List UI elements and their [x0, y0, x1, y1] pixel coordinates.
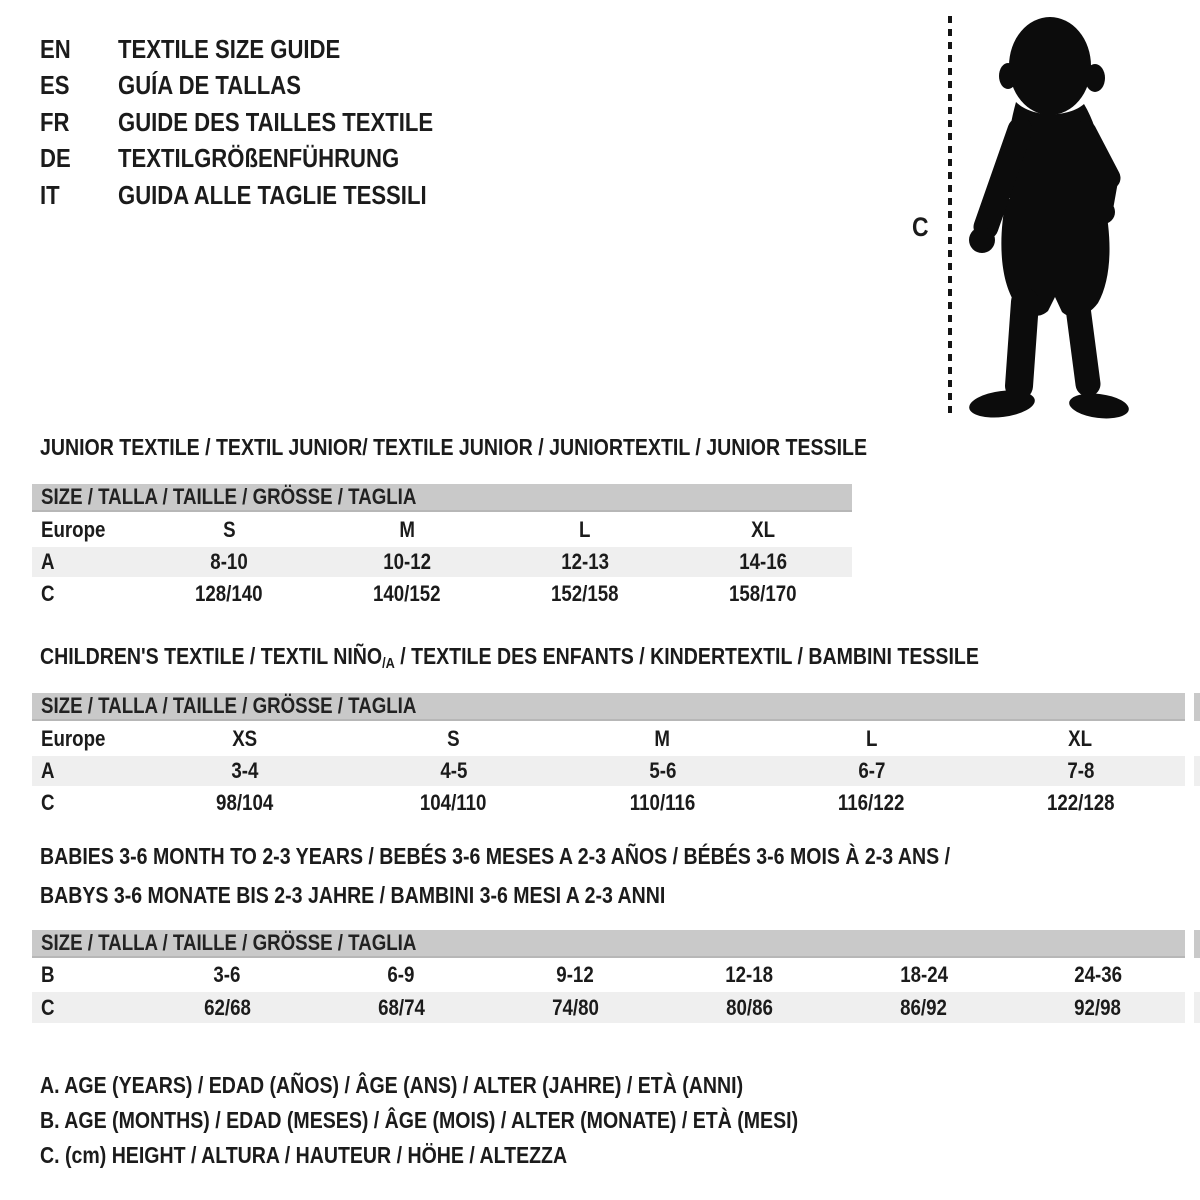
months-value: 18-24 [899, 962, 948, 987]
legend-line-c: C. (cm) HEIGHT / ALTURA / HAUTEUR / HÖHE / ALTEZZA [40, 1142, 568, 1168]
row-label: B [41, 962, 55, 987]
nino-a-subscript: /A [382, 655, 395, 672]
guide-title-fr: GUIDE DES TAILLES TEXTILE [118, 106, 434, 137]
height-value: 86/92 [900, 994, 948, 1020]
row-label: Europe [41, 725, 106, 751]
age-value: 7-8 [1066, 758, 1095, 783]
months-value: 3-6 [213, 962, 241, 987]
row-label: C [41, 580, 55, 606]
lang-row-es [40, 68, 489, 105]
babies-section-title-line1: BABIES 3-6 MONTH TO 2-3 YEARS / BEBÉS 3-6 MESES A 2-3 AÑOS / BÉBÉS 3-6 MOIS À 2-3 ANS / [40, 843, 951, 869]
lang-row-it [40, 177, 489, 214]
children-section-title: CHILDREN'S TEXTILE / TEXTIL $NIÑO_{/A}$ / TEXTILE DES ENFANTS / KINDERTEXTIL / BAMBINI TESSILE [40, 643, 979, 672]
height-value: 74/80 [552, 994, 599, 1020]
table-row-age [32, 547, 852, 577]
size-header-band: SIZE / TALLA / TAILLE / GRÖSSE / TAGLIA [32, 930, 1185, 958]
height-value: 68/74 [377, 994, 425, 1020]
size-value: L [865, 725, 878, 751]
row-label: A [41, 549, 55, 574]
guide-title-de: TEXTILGRÖßENFÜHRUNG [118, 143, 400, 174]
age-value: 8-10 [210, 549, 248, 574]
junior-section-title: JUNIOR TEXTILE / TEXTIL JUNIOR/ TEXTILE JUNIOR / JUNIORTEXTIL / JUNIOR TESSILE [40, 434, 868, 460]
row-label: A [41, 758, 55, 783]
lang-code-it: IT [40, 179, 60, 210]
age-value: 10-12 [383, 549, 431, 574]
table-row-age [32, 756, 1185, 786]
age-value: 12-13 [561, 549, 609, 574]
lang-row-de [40, 141, 489, 178]
months-value: 6-9 [387, 962, 415, 987]
guide-title-es: GUÍA DE TALLAS [118, 70, 301, 101]
size-value: XL [1068, 725, 1093, 751]
months-value: 9-12 [556, 962, 595, 987]
table-row-months [32, 958, 1185, 992]
legend-line-a: A. AGE (YEARS) / EDAD (AÑOS) / ÂGE (ANS) / ALTER (JAHRE) / ETÀ (ANNI) [40, 1072, 744, 1098]
age-value: 4-5 [439, 758, 468, 783]
measure-label-c: C [912, 212, 929, 242]
junior-size-table [32, 484, 852, 610]
height-value: 92/98 [1074, 994, 1122, 1020]
height-value: 98/104 [215, 789, 274, 815]
months-value: 12-18 [725, 962, 774, 987]
size-header-band: SIZE / TALLA / TAILLE / GRÖSSE / TAGLIA [32, 693, 1185, 721]
height-value: 128/140 [195, 580, 263, 606]
lang-code-fr: FR [40, 106, 70, 137]
height-value: 158/170 [729, 580, 797, 606]
guide-title-it: GUIDA ALLE TAGLIE TESSILI [118, 179, 427, 210]
size-value: L [579, 516, 591, 542]
babies-size-table [32, 930, 1185, 1023]
size-value: XL [751, 516, 775, 542]
height-value: 140/152 [373, 580, 441, 606]
legend-line-b: B. AGE (MONTHS) / EDAD (MESES) / ÂGE (MOIS) / ALTER (MONATE) / ETÀ (MESI) [40, 1107, 799, 1133]
size-value: XS [232, 725, 257, 751]
row-label: C [41, 789, 55, 815]
age-value: 6-7 [857, 758, 886, 783]
toddler-silhouette-image [958, 14, 1140, 422]
age-value: 14-16 [739, 549, 787, 574]
children-size-table [32, 693, 1185, 819]
table-row-europe [32, 512, 852, 547]
height-value: 62/68 [203, 994, 251, 1020]
height-value: 80/86 [726, 994, 773, 1020]
language-header [40, 31, 489, 214]
row-label: C [41, 994, 55, 1020]
size-header-band: SIZE / TALLA / TAILLE / GRÖSSE / TAGLIA [32, 484, 852, 512]
row-label: Europe [41, 516, 106, 542]
height-value: 110/116 [629, 789, 696, 815]
height-value: 104/110 [420, 789, 487, 815]
lang-code-de: DE [40, 143, 71, 174]
size-value: M [654, 725, 671, 751]
table-edge-sliver [1194, 992, 1200, 1023]
table-row-height [32, 786, 1185, 819]
age-value: 5-6 [648, 758, 677, 783]
table-row-europe [32, 721, 1185, 756]
table-edge-sliver [1194, 693, 1200, 721]
size-value: S [222, 516, 236, 542]
height-value: 152/158 [551, 580, 619, 606]
months-value: 24-36 [1074, 962, 1122, 987]
table-row-height [32, 577, 852, 610]
lang-row-en [40, 31, 489, 68]
height-value: 122/128 [1046, 789, 1115, 815]
guide-title-en: TEXTILE SIZE GUIDE [118, 33, 341, 64]
size-value: S [447, 725, 460, 751]
height-value: 116/122 [838, 789, 905, 815]
size-value: M [399, 516, 415, 542]
lang-code-es: ES [40, 70, 70, 101]
table-edge-sliver [1194, 930, 1200, 958]
table-row-height [32, 992, 1185, 1023]
age-value: 3-4 [230, 758, 259, 783]
babies-section-title-line2: BABYS 3-6 MONATE BIS 2-3 JAHRE / BAMBINI 3-6 MESI A 2-3 ANNI [40, 882, 666, 908]
measurement-legend [40, 1068, 932, 1173]
lang-code-en: EN [40, 33, 71, 64]
lang-row-fr [40, 104, 489, 141]
table-edge-sliver [1194, 756, 1200, 786]
height-measure-dashed-line [948, 16, 952, 418]
